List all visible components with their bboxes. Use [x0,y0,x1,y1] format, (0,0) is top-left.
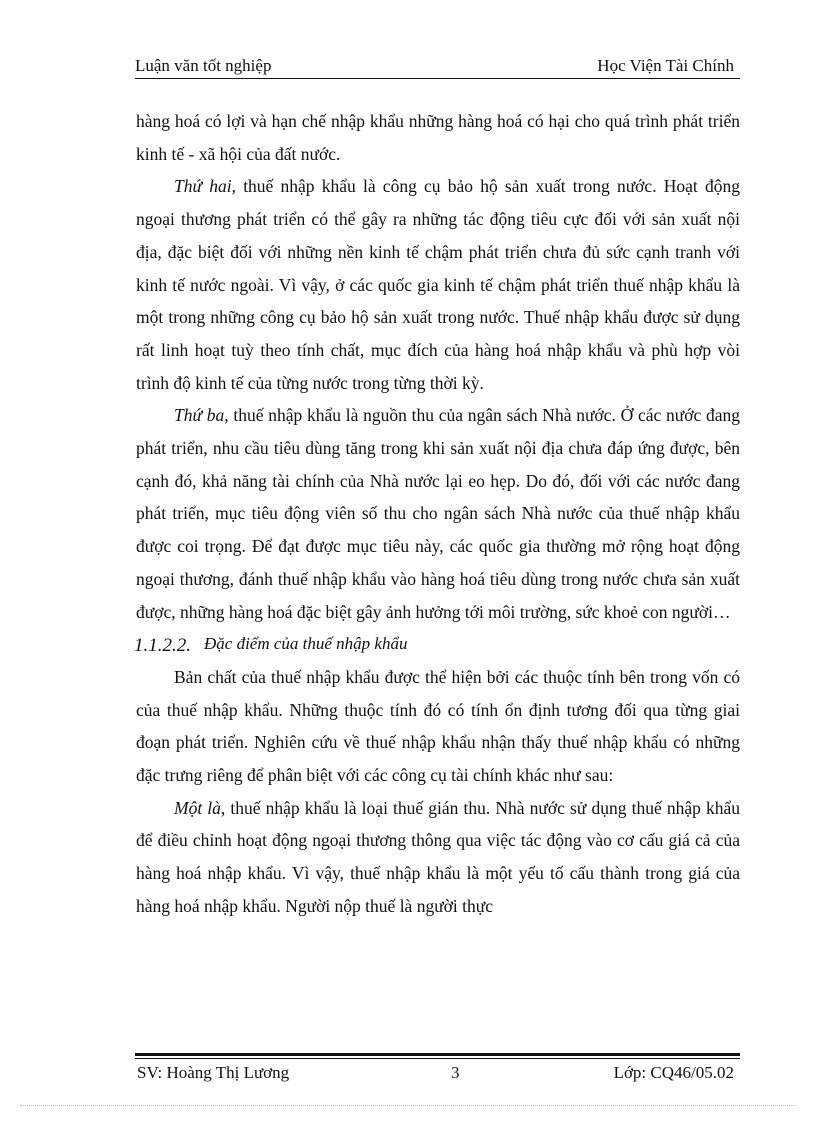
paragraph-lead: Một là [174,797,221,818]
paragraph-third-role [136,399,740,628]
section-heading [136,628,740,661]
footer-rule-thick [135,1053,740,1056]
footer-class: Lớp: CQ46/05.02 [613,1063,734,1082]
section-number: 1.1.2.2. [134,635,191,657]
footer-rule-thin [135,1058,740,1059]
paragraph-second-role [136,170,740,399]
paragraph-text: , thuế nhập khẩu là công cụ bảo hộ sản xuất trong nước. Hoạt động ngoại thương phát triển có thể gây ra những tác động tiêu cực đối với sản xuất nội địa, đặc biệt đối với những nền kinh tế chậm phát triển chưa đủ sức cạnh tranh với kinh tế nước ngoài. Vì vậy, ở các quốc gia kinh tế chậm phát triển thuế nhập khẩu là một trong những công cụ bảo hộ sản xuất trong nước. Thuế nhập khẩu được sử dụng rất linh hoạt tuỳ theo tính chất, mục đích của hàng hoá nhập khẩu và phù hợp vòi trình độ kinh tế của từng nước trong từng thời kỳ. [136,176,740,393]
header-rule [135,78,740,79]
section-title: Đặc điểm của thuế nhập khẩu [204,634,408,654]
header-institution: Học Viện Tài Chính [597,56,734,75]
paragraph-text: , thuế nhập khẩu là nguồn thu của ngân sách Nhà nước. Ở các nước đang phát triển, nhu cầu tiêu dùng tăng trong khi sản xuất nội địa chưa đáp ứng được, bên cạnh đó, khả năng tài chính của Nhà nước lại eo hẹp. Do đó, đối với các nước đang phát triển, mục tiêu động viên số thu cho ngân sách Nhà nước của thuế nhập khẩu được coi trọng. Để đạt được mục tiêu này, các quốc gia thường mở rộng hoạt động ngoại thương, đánh thuế nhập khẩu vào hàng hoá tiêu dùng trong nước chưa sản xuất được, những hàng hoá đặc biệt gây ảnh hưởng tới môi trường, sức khoẻ con người… [136,405,740,622]
header-thesis-label: Luận văn tốt nghiệp [135,56,272,75]
paragraph-characteristics-intro: Bản chất của thuế nhập khẩu được thể hiện bởi các thuộc tính bên trong vốn có của thuế nhập khẩu. Những thuộc tính đó có tính ổn định tương đối qua từng giai đoạn phát triển. Nghiên cứu về thuế nhập khẩu nhận thấy thuế nhập khẩu có những đặc trưng riêng để phân biệt với các công cụ tài chính khác như sau: [136,666,740,786]
paragraph-lead: Thứ ba [174,405,225,426]
paragraph-first-characteristic [136,792,740,923]
footer-student: SV: Hoàng Thị Lương [137,1063,290,1082]
paragraph-lead: Thứ hai [174,176,232,197]
page-header [135,52,740,76]
page-break-line [20,1105,796,1106]
paragraph-continuation: hàng hoá có lợi và hạn chế nhập khẩu những hàng hoá có hại cho quá trình phát triển kinh tế - xã hội của đất nước. [136,111,740,164]
page-footer [135,1061,740,1085]
page-number: 3 [451,1063,460,1082]
page-body [136,105,740,923]
paragraph-text: , thuế nhập khẩu là loại thuế gián thu. Nhà nước sử dụng thuế nhập khẩu để điều chỉnh hoạt động ngoại thương thông qua việc tác động vào cơ cấu giá cả của hàng hoá nhập khẩu. Vì vậy, thuế nhập khẩu là một yếu tố cấu thành trong giá của hàng hoá nhập khẩu. Người nộp thuế là người thực [136,797,740,916]
